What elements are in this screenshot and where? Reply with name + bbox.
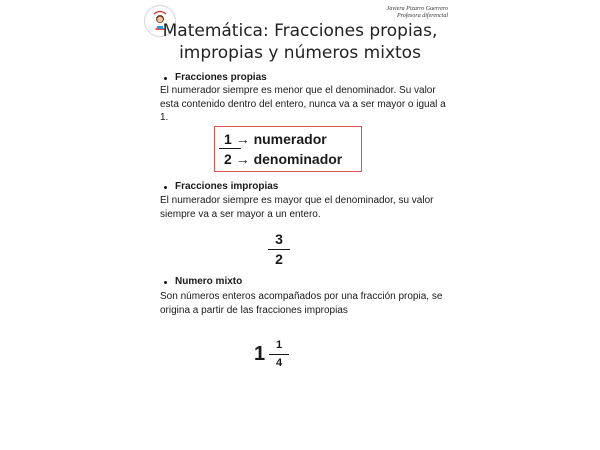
page-title-line-1: Matemática: Fracciones propias,	[162, 21, 438, 41]
proper-fraction-numerator-row	[224, 131, 327, 147]
proper-fraction-line	[219, 148, 241, 149]
author-info	[387, 6, 448, 20]
mixed-number-numerator: 1	[275, 339, 283, 351]
bullet-icon	[164, 281, 167, 284]
improper-fraction-line	[268, 249, 290, 250]
author-name: Javiera Pizarro Guerrero	[386, 6, 448, 12]
bullet-icon	[164, 186, 167, 189]
section-text-mixed: Son números enteros acompañados por una fracción propia, se origina a partir de las fracciones impropias	[160, 291, 443, 316]
section-heading-mixed-text: Numero mixto	[175, 276, 243, 287]
denominator-label: → denominador	[235, 151, 343, 167]
page-title	[150, 20, 450, 64]
section-text-improper: El numerador siempre es mayor que el denominador, su valor siempre va a ser mayor a un entero.	[160, 195, 434, 220]
page-title-line-2: impropias y números mixtos	[179, 43, 421, 63]
improper-fraction-numerator: 3	[275, 231, 283, 247]
mixed-number-denominator: 4	[275, 357, 283, 369]
mixed-number-fraction-line	[269, 354, 289, 355]
section-heading-proper	[164, 72, 267, 84]
section-heading-improper-text: Fracciones impropias	[175, 181, 279, 192]
section-text-proper: El numerador siempre es menor que el denominador. Su valor esta contenido dentro del entero, nunca va a ser mayor o igual a 1.	[160, 85, 446, 123]
author-role: Profesora diferencial	[396, 13, 448, 19]
mixed-number-whole: 1	[254, 343, 266, 365]
proper-fraction-denominator: 2	[224, 151, 232, 167]
section-heading-mixed	[164, 276, 242, 288]
section-heading-improper	[164, 181, 278, 193]
section-heading-proper-text: Fracciones propias	[175, 72, 267, 83]
bullet-icon	[164, 77, 167, 80]
improper-fraction-denominator: 2	[275, 251, 283, 267]
numerator-label: → numerador	[235, 131, 327, 147]
proper-fraction-numerator: 1	[224, 131, 232, 147]
proper-fraction-denominator-row	[224, 151, 342, 167]
